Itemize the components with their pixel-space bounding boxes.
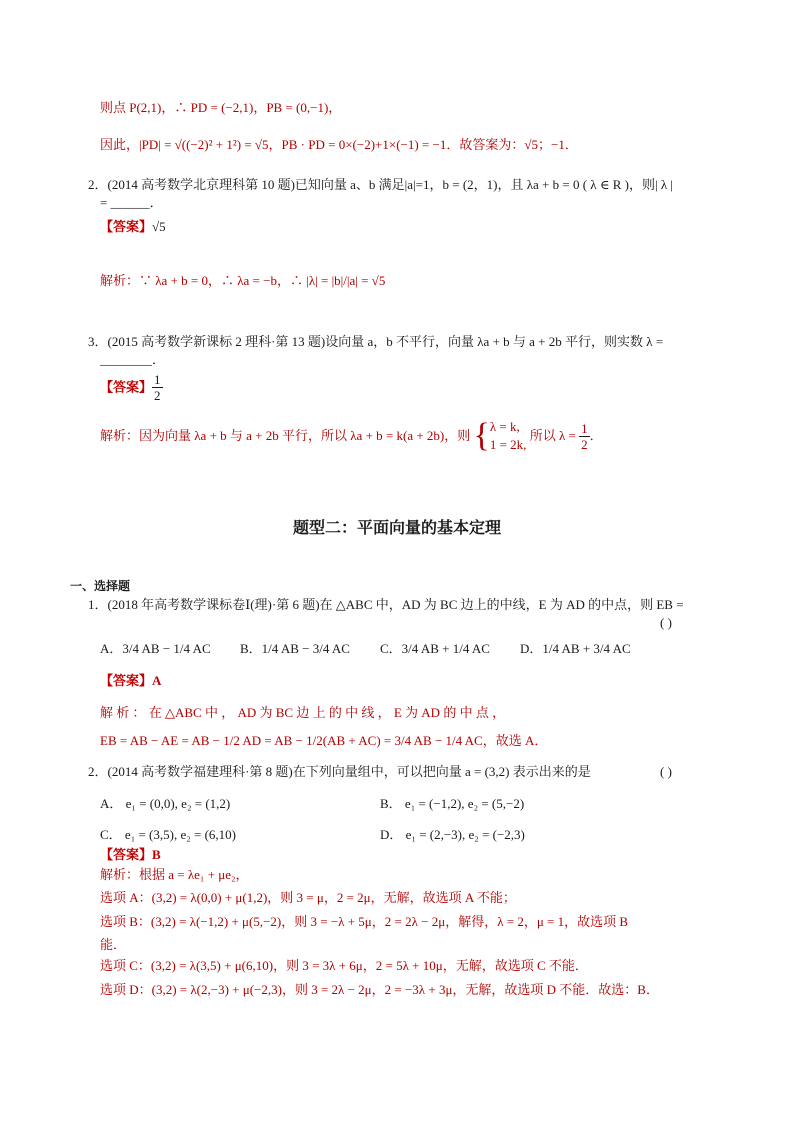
s2-option-d: D． e₁ = (2,−3), e₂ = (−2,3) bbox=[380, 827, 525, 842]
s2-analysis-option-b-cont: 能． bbox=[100, 937, 127, 952]
q3-analysis-part-b: 所以 λ = bbox=[529, 428, 576, 443]
q2-answer bbox=[100, 218, 166, 236]
s2-analysis-0: 解析：根据 a = λe₁ + μe₂， bbox=[100, 867, 249, 882]
s2-analysis-option-b: 选项 B：(3,2) = λ(−1,2) + μ(5,−2)，则 3 = −λ + 5μ，2 = 2λ − 2μ，解得，λ = 2，μ = 1，故选项 B bbox=[100, 914, 629, 929]
q2-answer-label: 【答案】 bbox=[100, 219, 153, 234]
s2-analysis-option-a: 选项 A：(3,2) = λ(0,0) + μ(1,2)，则 3 = μ，2 = 2μ，无解，故选项 A 不能； bbox=[100, 890, 516, 905]
s1-answer-label: 【答案】 bbox=[100, 673, 153, 688]
q3-answer bbox=[100, 372, 163, 403]
s2-option-b: B． e₁ = (−1,2), e₂ = (5,−2) bbox=[380, 796, 525, 811]
q2-stem-blank: = ______． bbox=[100, 195, 163, 210]
s1-answer-value: A bbox=[152, 673, 162, 688]
prev-solution-line-1: 则点 P(2,1)，∴ PD = (−2,1)，PB = (0,−1)， bbox=[100, 100, 342, 115]
s2-paren: ( ) bbox=[660, 764, 672, 779]
s1-option-a: A．3/4 AB − 1/4 AC bbox=[100, 641, 211, 656]
q3-analysis: 解析：因为向量 λa + b 与 a + 2b 平行，所以 λa + b = k(a + 2b)，则 { λ = k, 1 = 2k, 所以 λ = $\frac{1}{2}$ ． bbox=[100, 417, 603, 454]
s1-analysis-1: 解 析 ： 在 △ABC 中 ， AD 为 BC 边 上 的 中 线 ， E 为 AD 的 中 点 ， bbox=[100, 705, 506, 720]
s2-answer-value: B bbox=[152, 847, 161, 862]
q3-answer-num: 1 bbox=[154, 372, 161, 387]
q3-result-num: 1 bbox=[581, 420, 588, 436]
section-label: 一、选择题 bbox=[70, 579, 131, 593]
q3-system bbox=[490, 418, 527, 454]
s1-option-d: D．1/4 AB + 3/4 AC bbox=[520, 641, 631, 656]
s2-option-c: C． e₁ = (3,5), e₂ = (6,10) bbox=[100, 827, 237, 842]
s1-stem: 1．(2018 年高考数学课标卷Ⅰ(理)·第 6 题)在 △ABC 中，AD 为 BC 边上的中线，E 为 AD 的中点，则 EB = bbox=[88, 597, 684, 612]
q3-system-eq2: 1 = 2k, bbox=[489, 437, 527, 452]
s2-option-a: A． e₁ = (0,0), e₂ = (1,2) bbox=[100, 796, 231, 811]
q3-result-fraction bbox=[579, 421, 590, 452]
s1-paren: ( ) bbox=[660, 615, 672, 630]
s1-answer bbox=[100, 672, 161, 690]
q2-stem: 2．(2014 高考数学北京理科第 10 题)已知向量 a、b 满足|a|=1，b = (2，1)，且 λa + b = 0 ( λ ∈ R )，则| λ | bbox=[88, 177, 673, 192]
q3-system-eq1: λ = k, bbox=[489, 419, 520, 434]
section-heading: 题型二：平面向量的基本定理 bbox=[292, 518, 501, 537]
q3-answer-den: 2 bbox=[154, 388, 161, 403]
q3-stem-blank: ________． bbox=[100, 352, 166, 367]
s2-answer bbox=[100, 846, 161, 864]
s1-analysis-2: EB = AB − AE = AB − 1/2 AD = AB − 1/2(AB + AC) = 3/4 AB − 1/4 AC，故选 A． bbox=[100, 733, 548, 748]
s2-stem: 2．(2014 高考数学福建理科·第 8 题)在下列向量组中，可以把向量 a = (3,2) 表示出来的是 bbox=[88, 764, 591, 779]
s2-analysis-option-d: 选项 D：(3,2) = λ(2,−3) + μ(−2,3)，则 3 = 2λ − 2μ，2 = −3λ + 3μ，无解，故选项 D 不能．故选：B． bbox=[100, 982, 659, 997]
q3-system-brace: { bbox=[473, 417, 490, 454]
q3-answer-label: 【答案】 bbox=[100, 379, 153, 395]
s2-answer-label: 【答案】 bbox=[100, 847, 153, 862]
s1-option-b: B．1/4 AB − 3/4 AC bbox=[240, 641, 350, 656]
s2-analysis-option-c: 选项 C：(3,2) = λ(3,5) + μ(6,10)，则 3 = 3λ + 6μ，2 = 5λ + 10μ，无解，故选项 C 不能． bbox=[100, 958, 588, 973]
prev-solution-line-2: 因此，|PD| = √((−2)² + 1²) = √5，PB · PD = 0×(−2)+1×(−1) = −1．故答案为：√5；−1． bbox=[100, 137, 578, 152]
q3-stem: 3．(2015 高考数学新课标 2 理科·第 13 题)设向量 a，b 不平行，向量 λa + b 与 a + 2b 平行，则实数 λ = bbox=[88, 334, 664, 349]
q3-answer-fraction bbox=[152, 372, 163, 403]
q3-analysis-part-a: 解析：因为向量 λa + b 与 a + 2b 平行，所以 λa + b = k(a + 2b)，则 bbox=[100, 428, 471, 443]
s1-option-c: C．3/4 AB + 1/4 AC bbox=[380, 641, 490, 656]
q3-result-den: 2 bbox=[581, 436, 588, 452]
q2-analysis: 解析：∵ λa + b = 0，∴ λa = −b，∴ |λ| = |b|/|a| = √5 bbox=[100, 273, 386, 288]
q2-answer-value: √5 bbox=[152, 219, 166, 234]
